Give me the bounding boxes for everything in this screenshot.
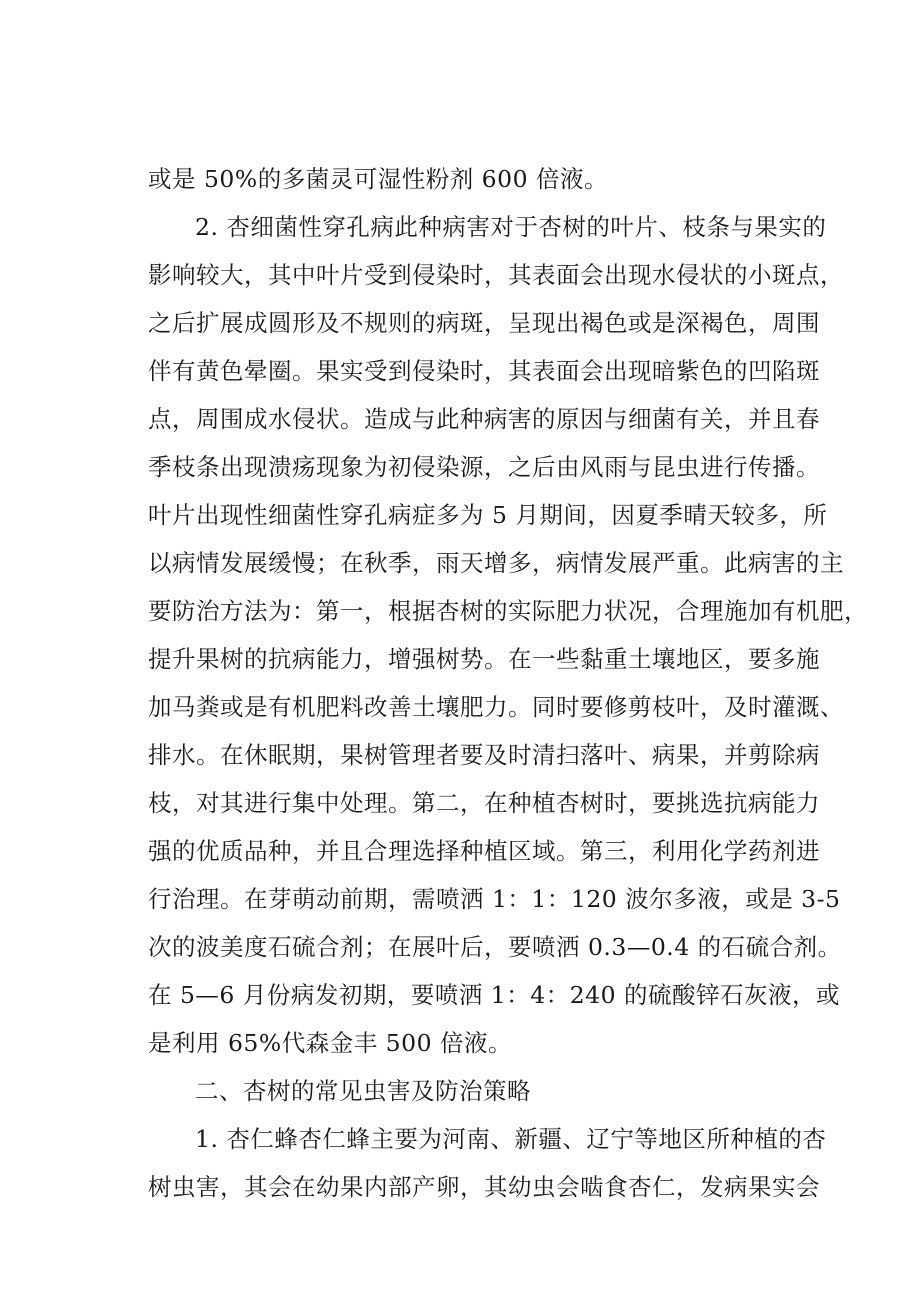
paragraph-line: 或是 50%的多菌灵可湿性粉剂 600 倍液。	[148, 165, 608, 193]
paragraph-line: 树虫害，其会在幼果内部产卵，其幼虫会啮食杏仁，发病果实会	[148, 1173, 820, 1201]
paragraph-line: 季枝条出现溃疡现象为初侵染源，之后由风雨与昆虫进行传播。	[148, 453, 820, 481]
paragraph-line: 叶片出现性细菌性穿孔病症多为 5 月期间，因夏季晴天较多，所	[148, 501, 828, 529]
paragraph-line: 强的优质品种，并且合理选择种植区域。第三，利用化学药剂进	[148, 837, 820, 865]
paragraph-line: 以病情发展缓慢；在秋季，雨天增多，病情发展严重。此病害的主	[148, 549, 844, 577]
paragraph-line: 1. 杏仁蜂杏仁蜂主要为河南、新疆、辽宁等地区所种植的杏	[195, 1125, 827, 1153]
paragraph-line: 次的波美度石硫合剂；在展叶后，要喷洒 0.3—0.4 的石硫合剂。	[148, 933, 842, 961]
paragraph-line: 提升果树的抗病能力，增强树势。在一些黏重土壤地区，要多施	[148, 645, 820, 673]
paragraph-line: 是利用 65%代森金丰 500 倍液。	[148, 1029, 512, 1057]
section-heading: 二、杏树的常见虫害及防治策略	[195, 1077, 531, 1105]
paragraph-line: 点，周围成水侵状。造成与此种病害的原因与细菌有关，并且春	[148, 405, 820, 433]
paragraph-line: 枝，对其进行集中处理。第二，在种植杏树时，要挑选抗病能力	[148, 789, 820, 817]
paragraph-line: 要防治方法为：第一，根据杏树的实际肥力状况，合理施加有机肥，	[148, 597, 868, 625]
paragraph-line: 加马粪或是有机肥料改善土壤肥力。同时要修剪枝叶，及时灌溉、	[148, 693, 844, 721]
paragraph-line: 行治理。在芽萌动前期，需喷洒 1：1：120 波尔多液，或是 3-5	[148, 885, 841, 913]
paragraph-line: 2. 杏细菌性穿孔病此种病害对于杏树的叶片、枝条与果实的	[195, 213, 827, 241]
paragraph-line: 在 5—6 月份病发初期，要喷洒 1：4：240 的硫酸锌石灰液，或	[148, 981, 841, 1009]
paragraph-line: 之后扩展成圆形及不规则的病斑，呈现出褐色或是深褐色，周围	[148, 309, 820, 337]
paragraph-line: 影响较大，其中叶片受到侵染时，其表面会出现水侵状的小斑点，	[148, 261, 844, 289]
paragraph-line: 排水。在休眠期，果树管理者要及时清扫落叶、病果，并剪除病	[148, 741, 820, 769]
paragraph-line: 伴有黄色晕圈。果实受到侵染时，其表面会出现暗紫色的凹陷斑	[148, 357, 820, 385]
